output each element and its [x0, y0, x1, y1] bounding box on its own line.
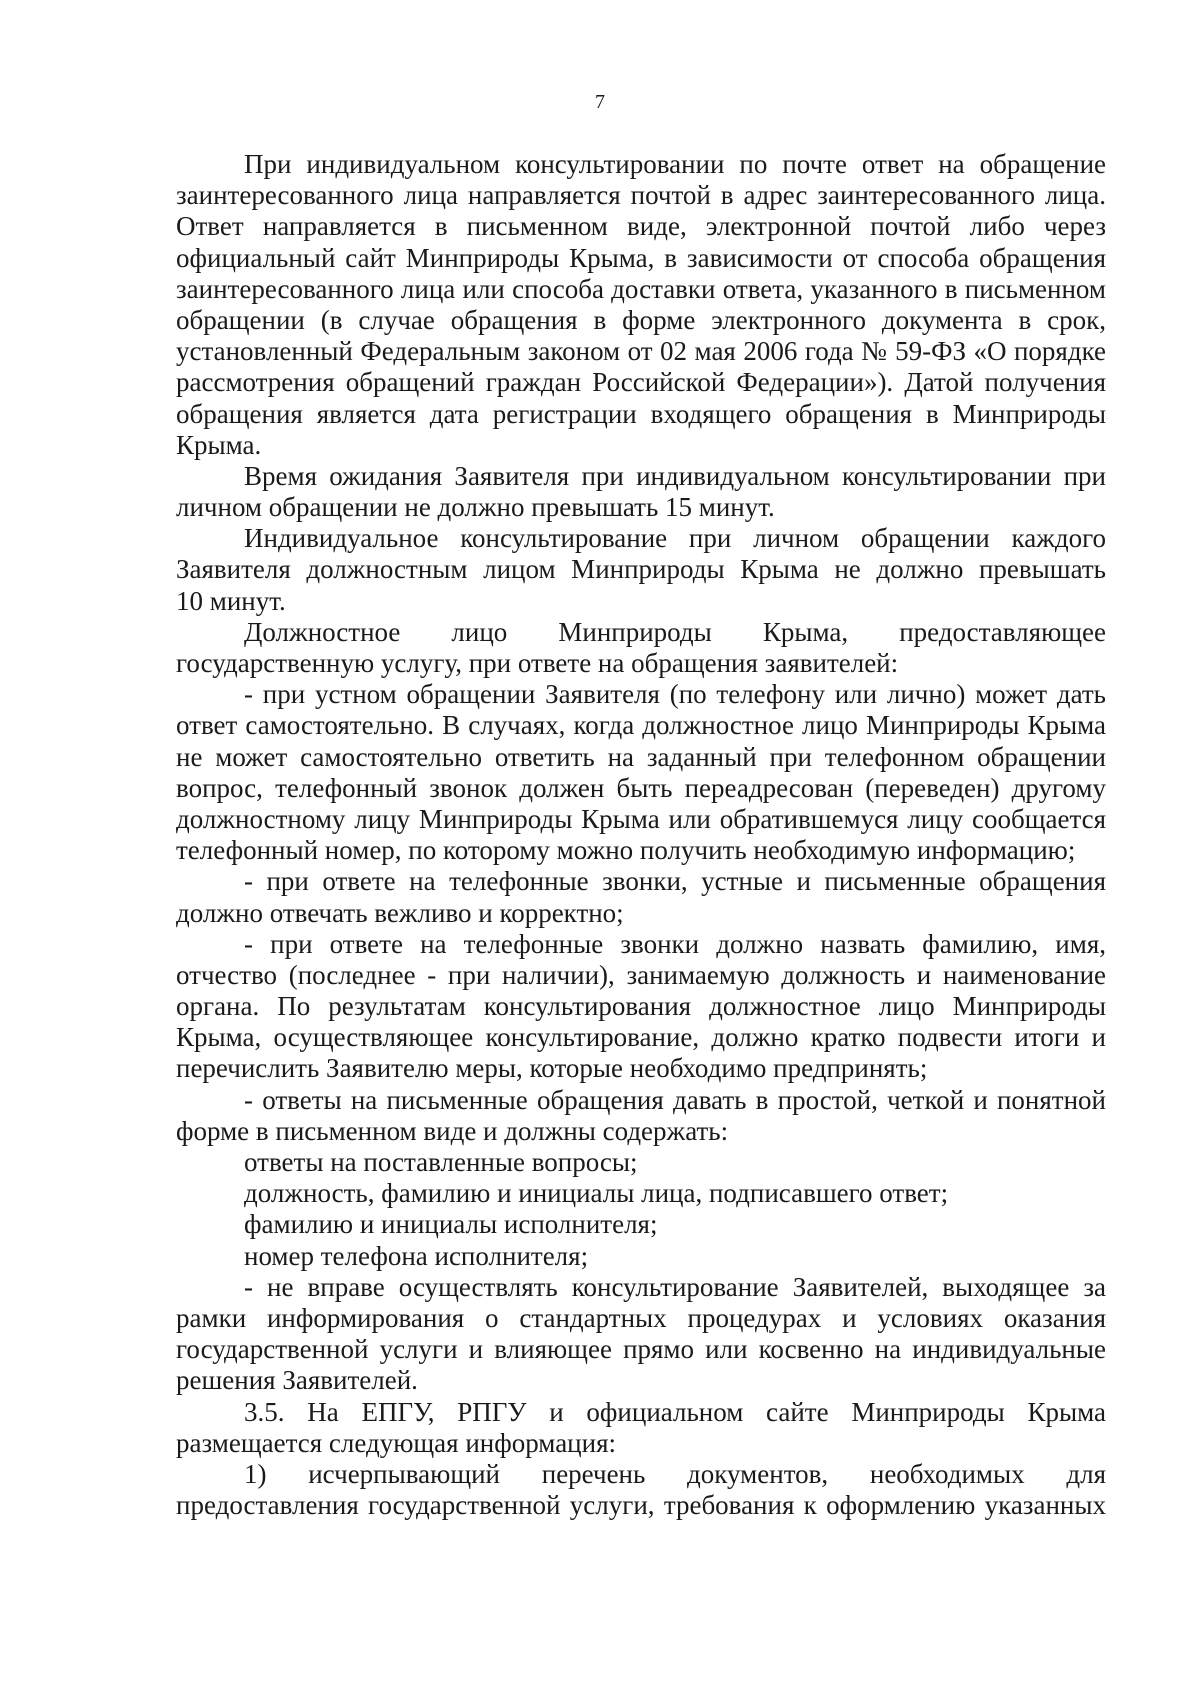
text-line: государственной услуги и влияющее прямо или косвенно на индивидуальные: [176, 1334, 1106, 1365]
text-line: личном обращении не должно превышать 15 минут.: [176, 492, 775, 523]
text-line: Ответ направляется в письменном виде, электронной почтой либо через: [176, 211, 1106, 242]
text-line: предоставления государственной услуги, требования к оформлению указанных: [176, 1490, 1106, 1521]
text-line: 1) исчерпывающий перечень документов, необходимых для: [244, 1458, 1106, 1489]
text-line: установленный Федеральным законом от 02 мая 2006 года № 59-ФЗ «О порядке: [176, 336, 1106, 367]
text-line: ответы на поставленные вопросы;: [244, 1147, 638, 1177]
text-line: - не вправе осуществлять консультирование Заявителей, выходящее за: [244, 1271, 1106, 1302]
text-line: Крыма.: [176, 429, 262, 460]
text-line: номер телефона исполнителя;: [244, 1240, 589, 1271]
text-line: отчество (последнее - при наличии), занимаемую должность и наименование: [176, 959, 1106, 990]
text-line: Должностное лицо Минприроды Крыма, предоставляющее: [244, 616, 1106, 647]
text-line: рамки информирования о стандартных процедурах и условиях оказания: [176, 1302, 1106, 1333]
text-line: телефонный номер, по которому можно получить необходимую информацию;: [176, 835, 1076, 866]
text-line: При индивидуальном консультировании по почте ответ на обращение: [244, 149, 1106, 179]
text-line: рассмотрения обращений граждан Российской Федерации»). Датой получения: [176, 367, 1106, 398]
text-line: размещается следующая информация:: [176, 1427, 617, 1458]
text-line: должно отвечать вежливо и корректно;: [176, 897, 624, 928]
text-line: - при ответе на телефонные звонки должно назвать фамилию, имя,: [244, 928, 1106, 959]
text-line: официальный сайт Минприроды Крыма, в зависимости от способа обращения: [176, 242, 1106, 273]
text-line: должность, фамилию и инициалы лица, подписавшего ответ;: [244, 1178, 949, 1209]
text-line: фамилию и инициалы исполнителя;: [244, 1209, 658, 1240]
text-line: Индивидуальное консультирование при личном обращении каждого: [244, 523, 1106, 554]
text-line: обращении (в случае обращения в форме электронного документа в срок,: [176, 304, 1106, 335]
text-line: Заявителя должностным лицом Минприроды Крыма не должно превышать: [176, 554, 1106, 585]
document-body: [176, 149, 1106, 1521]
text-line: Время ожидания Заявителя при индивидуальном консультировании при: [244, 460, 1106, 491]
text-line: - ответы на письменные обращения давать в простой, четкой и понятной: [244, 1084, 1106, 1115]
text-line: должностному лицу Минприроды Крыма или обратившемуся лицу сообщается: [176, 803, 1106, 834]
text-line: 3.5. На ЕПГУ, РПГУ и официальном сайте Минприроды Крыма: [244, 1396, 1106, 1427]
text-line: обращения является дата регистрации входящего обращения в Минприроды: [176, 398, 1106, 429]
text-line: - при устном обращении Заявителя (по телефону или лично) может дать: [244, 679, 1106, 710]
text-line: форме в письменном виде и должны содержать:: [176, 1115, 729, 1146]
text-line: ответ самостоятельно. В случаях, когда должностное лицо Минприроды Крыма: [176, 710, 1106, 741]
text-line: заинтересованного лица направляется почтой в адрес заинтересованного лица.: [176, 180, 1106, 211]
text-line: - при ответе на телефонные звонки, устные и письменные обращения: [244, 866, 1106, 897]
text-line: государственную услугу, при ответе на обращения заявителей:: [176, 648, 899, 678]
text-line: 10 минут.: [176, 585, 286, 616]
text-line: решения Заявителей.: [176, 1365, 418, 1396]
text-line: Крыма, осуществляющее консультирование, должно кратко подвести итоги и: [176, 1022, 1106, 1053]
text-line: заинтересованного лица или способа доставки ответа, указанного в письменном: [176, 273, 1106, 304]
page-number: 7: [595, 91, 605, 113]
text-line: перечислить Заявителю меры, которые необходимо предпринять;: [176, 1053, 928, 1084]
text-line: органа. По результатам консультирования должностное лицо Минприроды: [176, 991, 1106, 1022]
text-line: вопрос, телефонный звонок должен быть переадресован (переведен) другому: [176, 772, 1106, 803]
text-line: не может самостоятельно ответить на заданный при телефонном обращении: [176, 741, 1106, 772]
